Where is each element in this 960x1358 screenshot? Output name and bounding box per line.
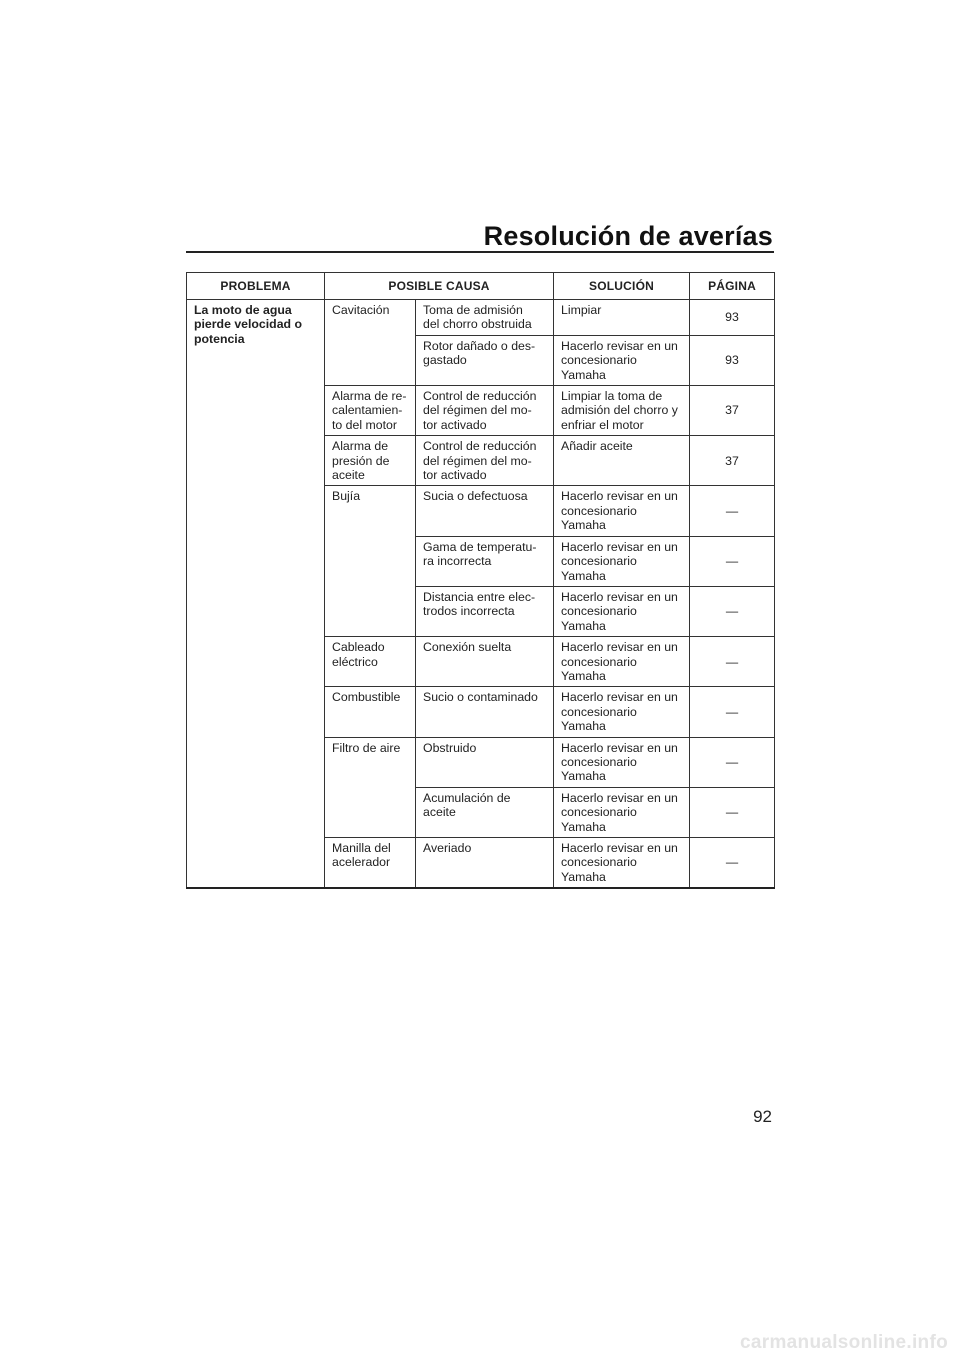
page-ref-cell bbox=[690, 838, 775, 889]
cause-cell bbox=[416, 737, 554, 787]
component-cell bbox=[325, 637, 416, 687]
header-posible-causa: POSIBLE CAUSA bbox=[325, 273, 554, 300]
page-ref-text: 37 bbox=[725, 403, 739, 418]
cause-text: Sucio o contaminado bbox=[423, 690, 538, 705]
solution-cell bbox=[554, 737, 690, 787]
component-cell bbox=[325, 436, 416, 486]
page-ref-text: — bbox=[725, 704, 739, 719]
page-ref-cell bbox=[690, 737, 775, 787]
page-number: 92 bbox=[753, 1107, 772, 1126]
page-ref-cell bbox=[690, 436, 775, 486]
solution-text: Limpiar bbox=[561, 303, 602, 317]
page-ref-text: — bbox=[725, 503, 739, 518]
watermark: carmanualsonline.info bbox=[740, 1332, 948, 1353]
solution-text: Hacerlo revisar en un concesionario Yamaha bbox=[561, 740, 678, 784]
solution-cell bbox=[554, 335, 690, 385]
component-text: Manilla del acelerador bbox=[332, 841, 391, 870]
page-ref-cell bbox=[690, 787, 775, 837]
page-ref-text: — bbox=[725, 554, 739, 569]
cause-text: Toma de admisión del chorro obstruida bbox=[423, 303, 532, 332]
solution-text: Hacerlo revisar en un concesionario Yamaha bbox=[561, 589, 678, 633]
component-text: Alarma de presión de aceite bbox=[332, 439, 390, 483]
troubleshooting-table bbox=[186, 272, 775, 889]
cause-text: Control de reducción del régimen del mo- tor activado bbox=[423, 389, 537, 432]
title-divider bbox=[186, 251, 774, 253]
page-ref-cell bbox=[690, 637, 775, 687]
solution-text: Hacerlo revisar en un concesionario Yamaha bbox=[561, 640, 678, 683]
solution-text: Hacerlo revisar en un concesionario Yamaha bbox=[561, 690, 678, 734]
page-ref-text: — bbox=[725, 855, 739, 870]
solution-cell bbox=[554, 586, 690, 636]
component-text: Bujía bbox=[332, 489, 361, 504]
solution-text: Hacerlo revisar en un concesionario Yamaha bbox=[561, 338, 678, 382]
page-ref-cell bbox=[690, 536, 775, 586]
page-ref-text: — bbox=[725, 805, 739, 820]
cause-text: Sucia o defectuosa bbox=[423, 489, 528, 504]
cause-cell bbox=[416, 486, 554, 536]
page-title: Resolución de averías bbox=[483, 221, 773, 251]
table-row bbox=[187, 300, 775, 336]
solution-cell bbox=[554, 637, 690, 687]
cause-text: Distancia entre elec- trodos incorrecta bbox=[423, 589, 536, 619]
component-cell bbox=[325, 737, 416, 837]
page-ref-text: — bbox=[725, 654, 739, 669]
component-text: Alarma de re- calentamien- to del motor bbox=[332, 389, 407, 432]
page-ref-cell bbox=[690, 687, 775, 737]
solution-text: Hacerlo revisar en un concesionario Yamaha bbox=[561, 539, 678, 583]
page-ref-cell bbox=[690, 386, 775, 436]
header-solucion: SOLUCIÓN bbox=[554, 273, 690, 300]
component-cell bbox=[325, 486, 416, 637]
cause-cell bbox=[416, 586, 554, 636]
page-ref-text: 93 bbox=[725, 353, 739, 368]
problem-text: La moto de agua pierde velocidad o potencia bbox=[194, 303, 302, 346]
page-ref-text: — bbox=[725, 754, 739, 769]
cause-cell bbox=[416, 787, 554, 837]
cause-text: Control de reducción del régimen del mo- tor activado bbox=[423, 439, 537, 483]
solution-text: Hacerlo revisar en un concesionario Yamaha bbox=[561, 841, 678, 884]
page-ref-text: — bbox=[725, 604, 739, 619]
page-ref-cell bbox=[690, 586, 775, 636]
cause-cell bbox=[416, 436, 554, 486]
cause-text: Acumulación de aceite bbox=[423, 790, 511, 820]
cause-cell bbox=[416, 637, 554, 687]
table-header-row bbox=[187, 273, 775, 300]
cause-text: Gama de temperatu- ra incorrecta bbox=[423, 539, 537, 569]
component-cell bbox=[325, 838, 416, 889]
cause-cell bbox=[416, 386, 554, 436]
cause-text: Conexión suelta bbox=[423, 640, 512, 655]
component-text: Combustible bbox=[332, 690, 401, 705]
page-ref-cell bbox=[690, 335, 775, 385]
component-cell bbox=[325, 300, 416, 386]
cause-cell bbox=[416, 335, 554, 385]
header-problema: PROBLEMA bbox=[187, 273, 325, 300]
solution-cell bbox=[554, 300, 690, 336]
component-text: Cavitación bbox=[332, 303, 390, 317]
cause-cell bbox=[416, 300, 554, 336]
solution-cell bbox=[554, 436, 690, 486]
page-ref-cell bbox=[690, 486, 775, 536]
cause-cell bbox=[416, 536, 554, 586]
cause-cell bbox=[416, 838, 554, 889]
solution-text: Limpiar la toma de admisión del chorro y enfriar el motor bbox=[561, 389, 678, 432]
solution-text: Hacerlo revisar en un concesionario Yamaha bbox=[561, 790, 678, 834]
solution-cell bbox=[554, 787, 690, 837]
component-text: Filtro de aire bbox=[332, 740, 401, 755]
page-ref-text: 93 bbox=[725, 310, 739, 325]
page-ref-text: 37 bbox=[725, 453, 739, 468]
solution-cell bbox=[554, 536, 690, 586]
problem-cell bbox=[187, 300, 325, 889]
header-pagina: PÁGINA bbox=[690, 273, 775, 300]
component-cell bbox=[325, 386, 416, 436]
component-cell bbox=[325, 687, 416, 737]
cause-text: Obstruido bbox=[423, 740, 477, 755]
cause-cell bbox=[416, 687, 554, 737]
solution-cell bbox=[554, 386, 690, 436]
cause-text: Averiado bbox=[423, 841, 472, 855]
cause-text: Rotor dañado o des- gastado bbox=[423, 338, 536, 368]
solution-cell bbox=[554, 687, 690, 737]
solution-text: Añadir aceite bbox=[561, 439, 633, 454]
page-ref-cell bbox=[690, 300, 775, 336]
solution-cell bbox=[554, 486, 690, 536]
component-text: Cableado eléctrico bbox=[332, 640, 385, 669]
solution-cell bbox=[554, 838, 690, 889]
solution-text: Hacerlo revisar en un concesionario Yamaha bbox=[561, 489, 678, 533]
